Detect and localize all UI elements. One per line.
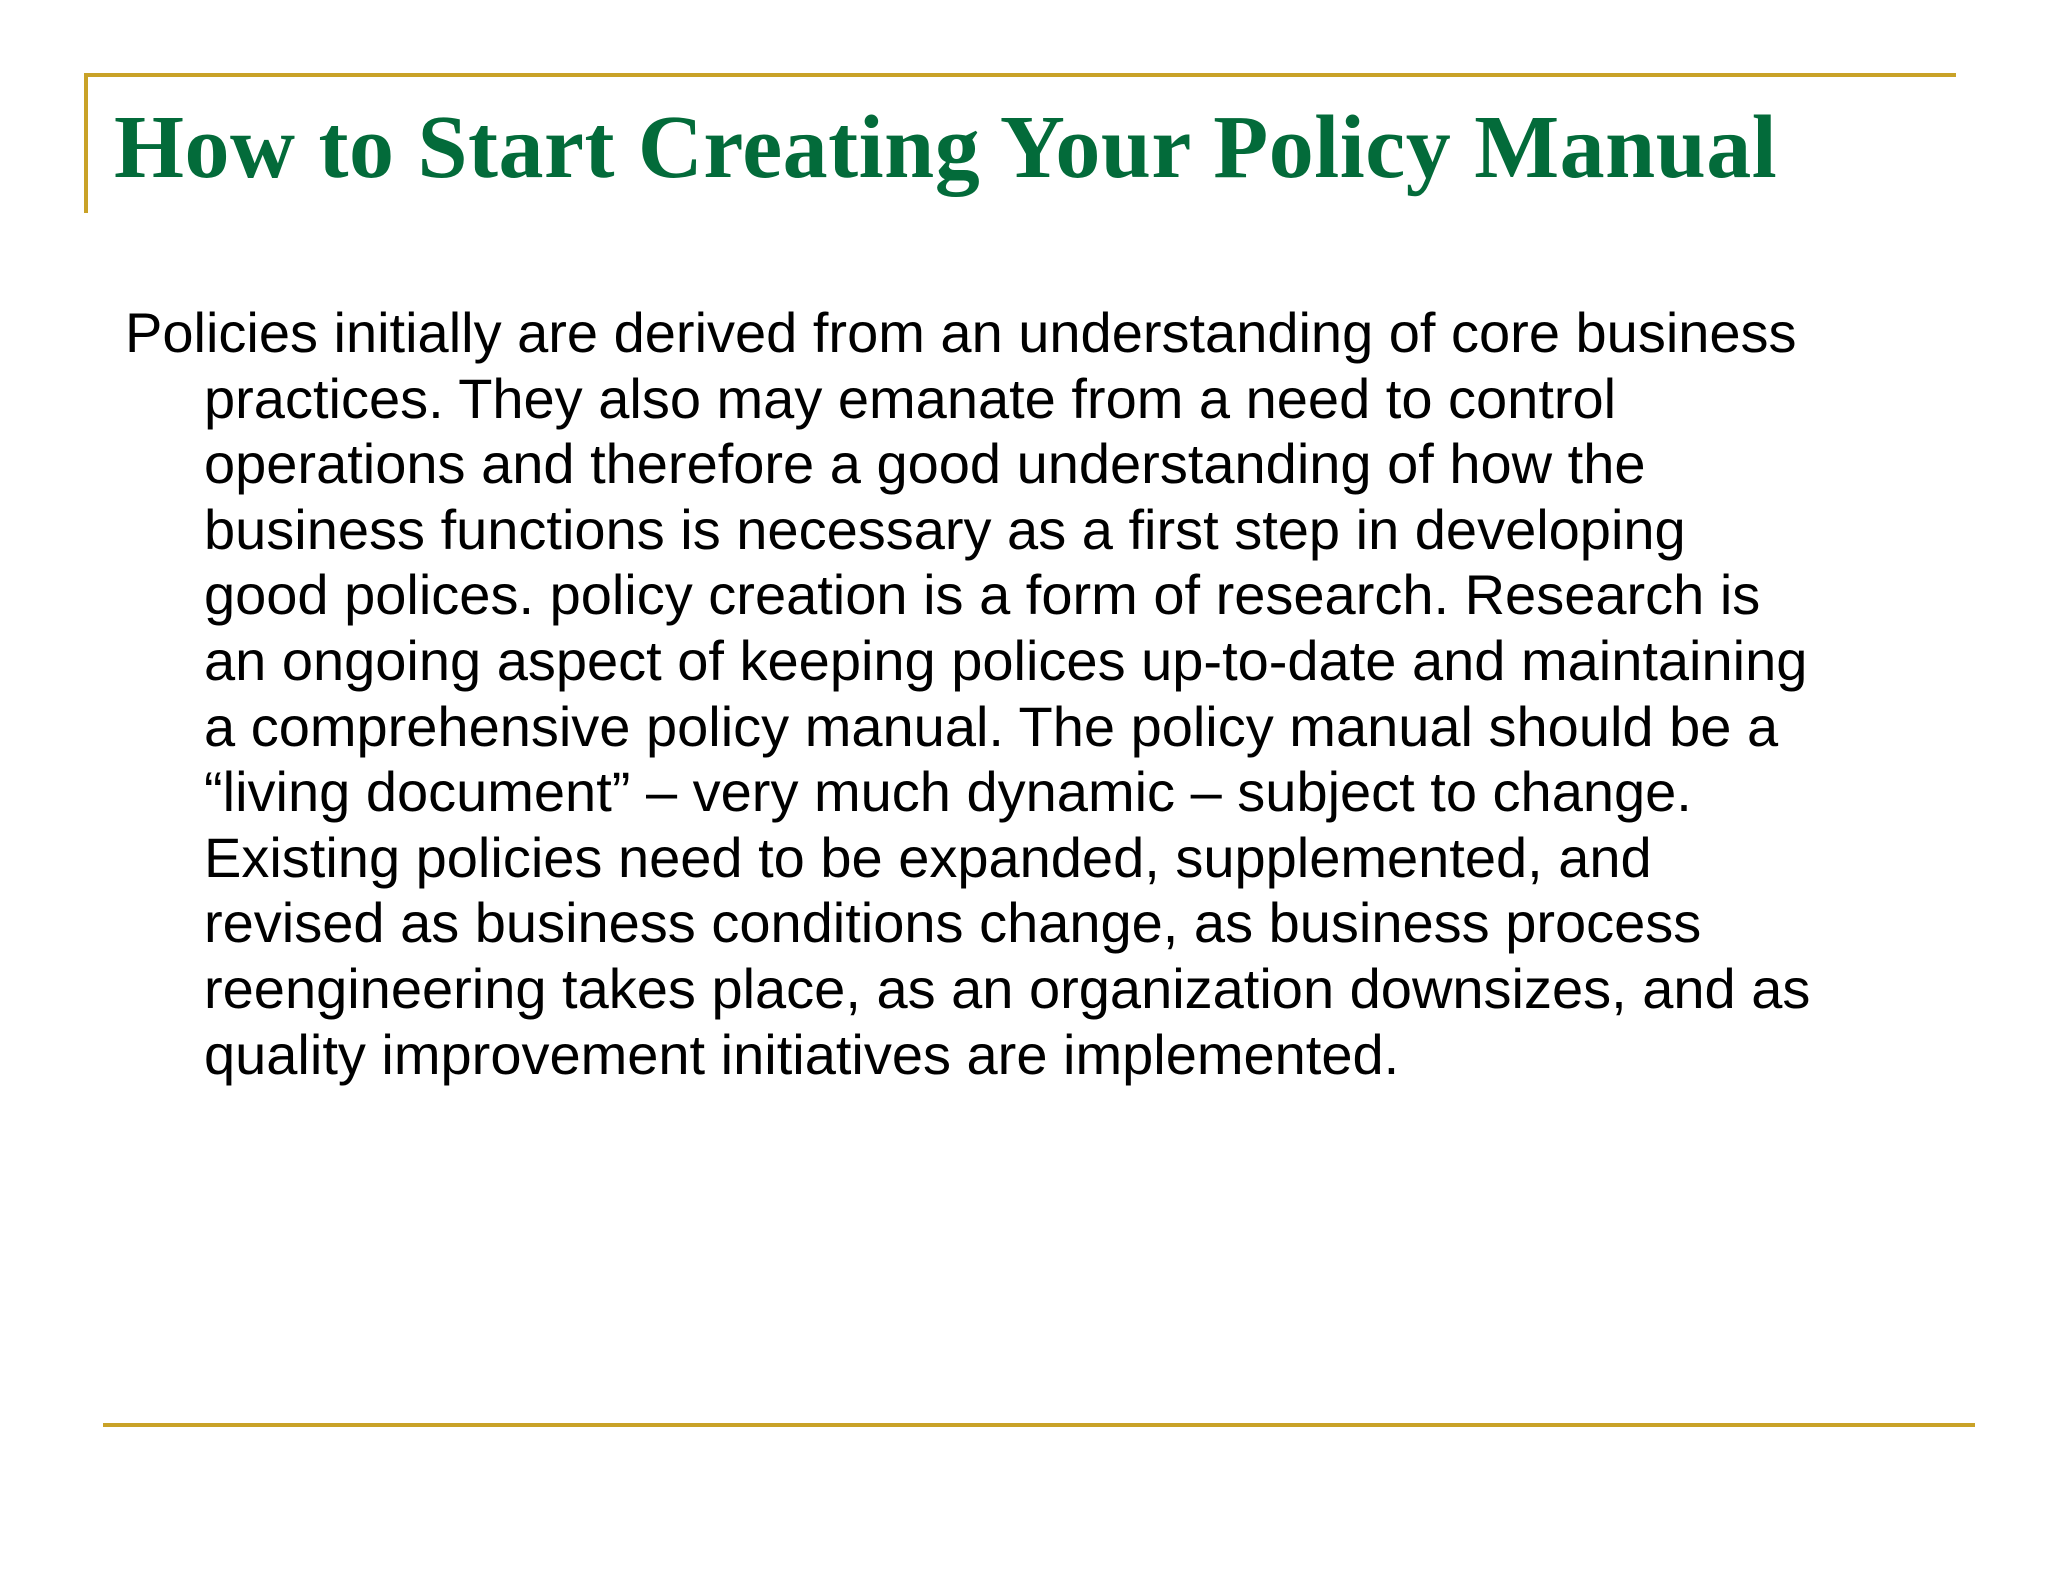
body-line: an ongoing aspect of keeping polices up-to-date and maintaining	[204, 628, 1808, 692]
body-line: operations and therefore a good understanding of how the	[204, 432, 1646, 496]
slide-title: How to Start Creating Your Policy Manual	[114, 98, 1778, 197]
body-line: Existing policies need to be expanded, supplemented, and	[204, 825, 1652, 889]
body-line: revised as business conditions change, as business process	[204, 891, 1702, 955]
body-line: a comprehensive policy manual. The policy manual should be a	[204, 694, 1779, 758]
bottom-rule	[103, 1423, 1975, 1427]
body-line: reengineering takes place, as an organization downsizes, and as	[204, 956, 1811, 1020]
body-line: “living document” – very much dynamic – subject to change.	[204, 760, 1692, 824]
body-line: practices. They also may emanate from a need to control	[204, 366, 1617, 430]
body-line: Policies initially are derived from an understanding of core business	[125, 301, 1797, 364]
body-line: quality improvement initiatives are implemented.	[204, 1022, 1400, 1086]
slide-body	[125, 300, 1975, 1087]
left-rule	[84, 73, 88, 213]
top-rule	[86, 73, 1956, 77]
body-line: business functions is necessary as a first step in developing	[204, 497, 1686, 561]
body-line: good polices. policy creation is a form of research. Research is	[204, 563, 1761, 627]
